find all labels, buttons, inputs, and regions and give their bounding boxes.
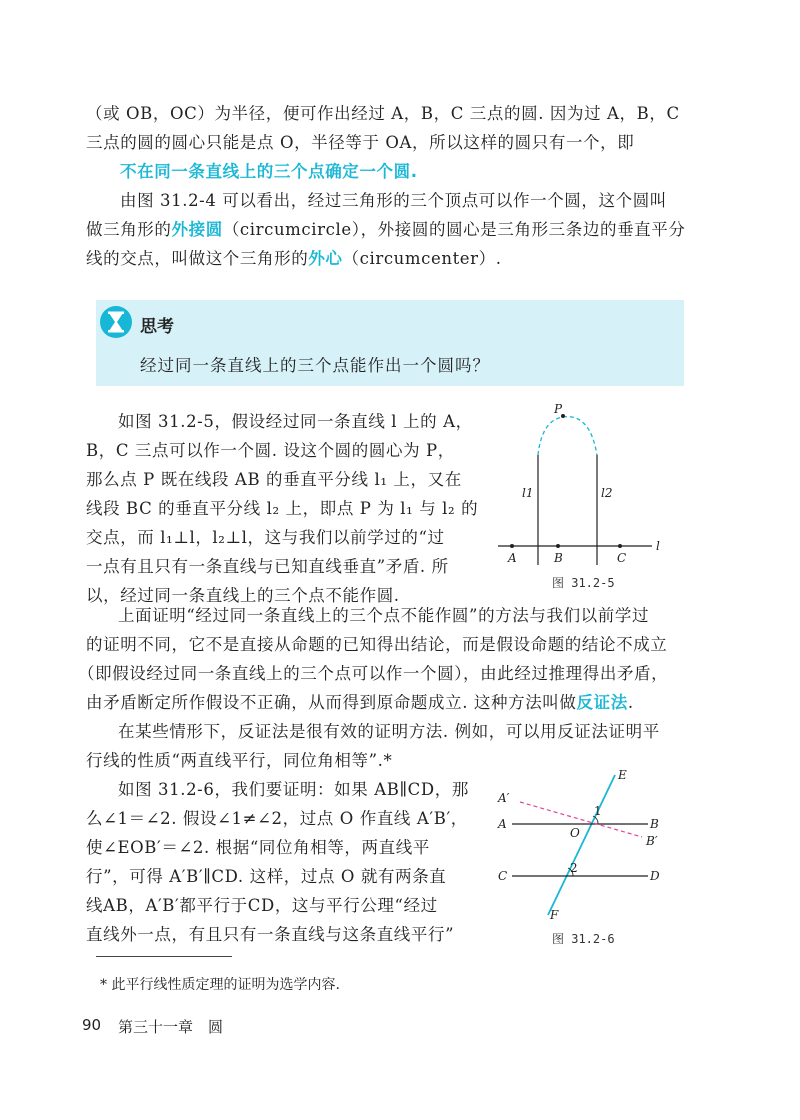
label-a: A: [508, 551, 517, 565]
point-a: [510, 544, 514, 548]
text-line-8: B，C 三点可以作一个圆. 设这个圆的圆心为 P，: [86, 441, 455, 460]
text-line-11: 交点，而 l₁⊥l，l₂⊥l，这与我们以前学过的“过: [86, 528, 445, 547]
label-l2: l2: [601, 486, 613, 500]
figure-caption: 图 31.2-6: [552, 932, 615, 946]
label-e: E: [618, 768, 627, 782]
label-b: B: [650, 817, 659, 831]
text-segment: （circumcenter）.: [342, 249, 502, 268]
text-line-2: 三点的圆的圆心只能是点 O，半径等于 OA，所以这样的圆只有一个，即: [86, 133, 635, 152]
text-line-15: 的证明不同，它不是直接从命题的已知得出结论，而是假设命题的结论不成立: [86, 635, 668, 654]
text-segment: 由矛盾断定所作假设不正确，从而得到原命题成立. 这种方法叫做: [86, 693, 577, 712]
point-b: [556, 544, 560, 548]
figure-31-2-5: [490, 400, 680, 595]
text-segment: （circumcircle），外接圆的圆心是三角形三条边的垂直平分: [222, 220, 686, 239]
label-b-prime: B′: [646, 834, 658, 848]
label-angle-2: 2: [570, 861, 578, 875]
text-line-24: 线AB，A′B′都平行于CD，这与平行公理“经过: [86, 896, 438, 915]
think-title: 思考: [140, 317, 174, 337]
label-l: l: [656, 539, 660, 553]
text-line-19: 行线的性质“两直线平行，同位角相等”.*: [86, 751, 393, 770]
text-line-23: 行”，可得 A′B′∥CD. 这样，过点 O 就有两条直: [86, 867, 447, 886]
label-d: D: [650, 869, 660, 883]
label-p: P: [554, 402, 563, 416]
text-line-14: 上面证明“经过同一条直线上的三个点不能作圆”的方法与我们以前学过: [118, 606, 650, 625]
text-line-10: 线段 BC 的垂直平分线 l₂ 上，即点 P 为 l₁ 与 l₂ 的: [86, 499, 479, 518]
label-b: B: [554, 551, 563, 565]
label-c: C: [617, 551, 627, 565]
figure-31-2-6: [490, 765, 680, 940]
text-line-25: 直线外一点，有且只有一条直线与这条直线平行”: [86, 925, 455, 944]
text-line-4: 由图 31.2-4 可以看出，经过三角形的三个顶点可以作一个圆，这个圆叫: [120, 191, 667, 210]
footnote-rule: [96, 956, 232, 957]
text-line-7: 如图 31.2-5，假设经过同一条直线 l 上的 A，: [118, 412, 473, 431]
text-line-20: 如图 31.2-6，我们要证明：如果 AB∥CD，那: [118, 780, 469, 799]
label-a: A: [498, 817, 507, 831]
label-a-prime: A′: [498, 791, 510, 805]
point-c: [618, 544, 622, 548]
text-line-6: [86, 249, 502, 269]
text-segment: 线的交点，叫做这个三角形的: [86, 249, 309, 268]
text-line-13: 以，经过同一条直线上的三个点不能作圆.: [86, 586, 400, 605]
transversal-ef: [548, 775, 615, 915]
text-segment: .: [627, 693, 634, 712]
term-circumcircle: 外接圆: [171, 220, 223, 239]
label-f: F: [550, 908, 559, 922]
text-line-5: [86, 220, 685, 240]
chapter-title: 第三十一章 圆: [118, 1018, 224, 1036]
text-line-12: 一点有且只有一条直线与已知直线垂直”矛盾. 所: [86, 557, 449, 576]
hourglass-icon: [99, 305, 133, 339]
figure-caption: 图 31.2-5: [552, 576, 615, 590]
term-proof-by-contradiction: 反证法: [576, 693, 628, 712]
dashed-arc: [538, 417, 597, 455]
term-circumcenter: 外心: [308, 249, 343, 268]
text-line-22: 使∠EOB′＝∠2. 根据“同位角相等，两直线平: [86, 838, 430, 857]
label-l1: l1: [522, 486, 534, 500]
line-a-prime-b-prime: [520, 802, 642, 837]
label-c: C: [498, 869, 508, 883]
think-question: 经过同一条直线上的三个点能作出一个圆吗？: [140, 356, 490, 375]
text-segment: 做三角形的: [86, 220, 172, 239]
text-line-21: 么∠1＝∠2. 假设∠1≠∠2，过点 O 作直线 A′B′，: [86, 809, 468, 828]
text-line-17: [86, 693, 634, 713]
page-number: 90: [82, 1016, 102, 1034]
label-o: O: [570, 826, 580, 840]
highlight-theorem: 不在同一条直线上的三个点确定一个圆.: [120, 162, 418, 181]
footnote: * 此平行线性质定理的证明为选学内容.: [100, 977, 340, 993]
text-line-16: （即假设经过同一条直线上的三个点可以作一个圆），由此经过推理得出矛盾，: [78, 664, 669, 683]
text-line-18: 在某些情形下，反证法是很有效的证明方法. 例如，可以用反证法证明平: [118, 722, 660, 741]
text-line-1: （或 OB，OC）为半径，便可作出经过 A，B，C 三点的圆. 因为过 A，B，C: [86, 104, 680, 123]
label-angle-1: 1: [594, 804, 602, 818]
text-line-9: 那么点 P 既在线段 AB 的垂直平分线 l₁ 上，又在: [86, 470, 462, 489]
